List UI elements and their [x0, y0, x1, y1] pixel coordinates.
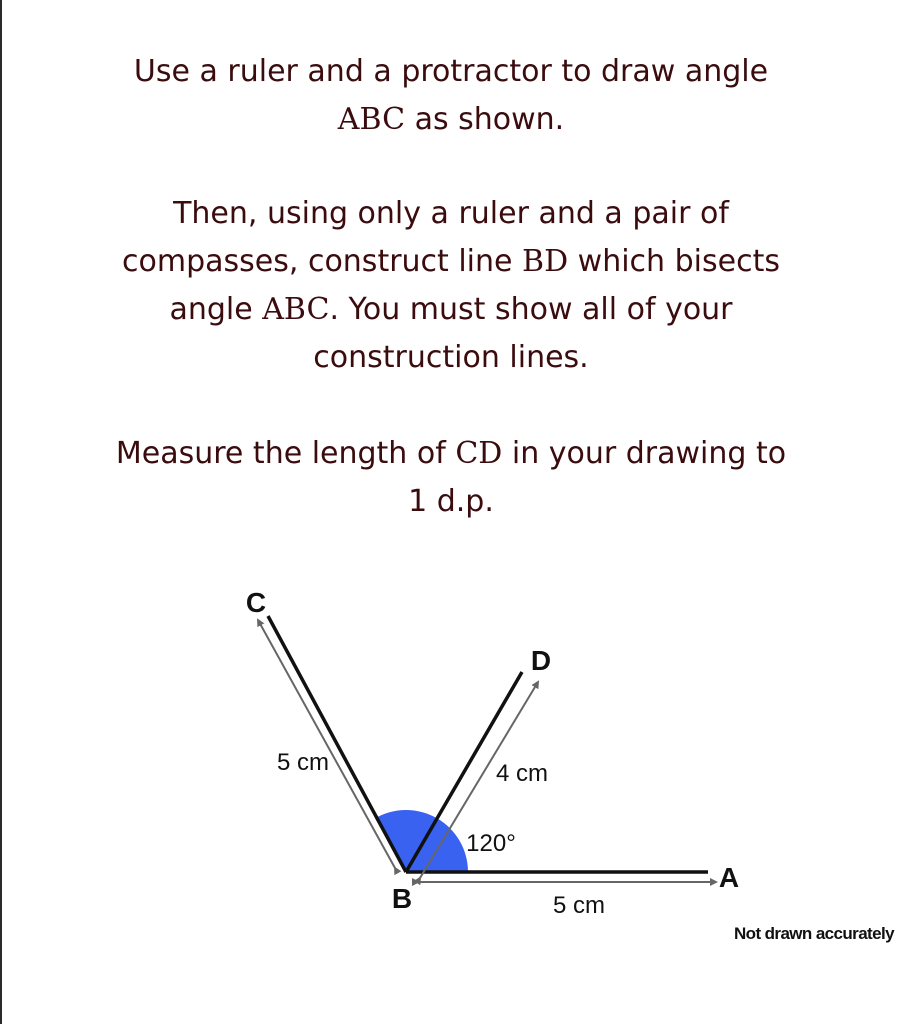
instruction-2-line-1: Then, using only a ruler and a pair of [173, 196, 729, 231]
angle-label: 120° [466, 830, 516, 857]
instruction-2-line-2: compasses, construct line BD which bisects [122, 244, 780, 279]
point-label-d: D [530, 645, 552, 676]
line-bc [268, 616, 406, 872]
instruction-1-line-2: ABC as shown. [337, 102, 565, 137]
length-cd-math: CD [455, 436, 503, 471]
line-bd-math: BD [522, 244, 569, 279]
instruction-3-line-1: Measure the length of CD in your drawing to [115, 436, 787, 471]
length-label-bd: 4 cm [495, 760, 549, 787]
point-label-a: A [718, 862, 740, 893]
dimension-arrow-bc [258, 620, 395, 868]
instruction-1-line-1: Use a ruler and a protractor to draw angle [133, 54, 769, 89]
angle-abc-math-2: ABC [262, 292, 330, 327]
instruction-3-line-2: 1 d.p. [408, 484, 494, 519]
length-label-ba: 5 cm [552, 892, 606, 919]
point-label-b: B [391, 883, 413, 914]
angle-abc-math: ABC [337, 102, 406, 137]
point-label-c: C [245, 587, 267, 618]
instruction-2-line-4: construction lines. [313, 340, 589, 375]
instruction-2-line-3: angle ABC. You must show all of your [169, 292, 733, 327]
not-drawn-accurately-note: Not drawn accurately [734, 924, 894, 943]
length-label-bc: 5 cm [276, 749, 330, 776]
